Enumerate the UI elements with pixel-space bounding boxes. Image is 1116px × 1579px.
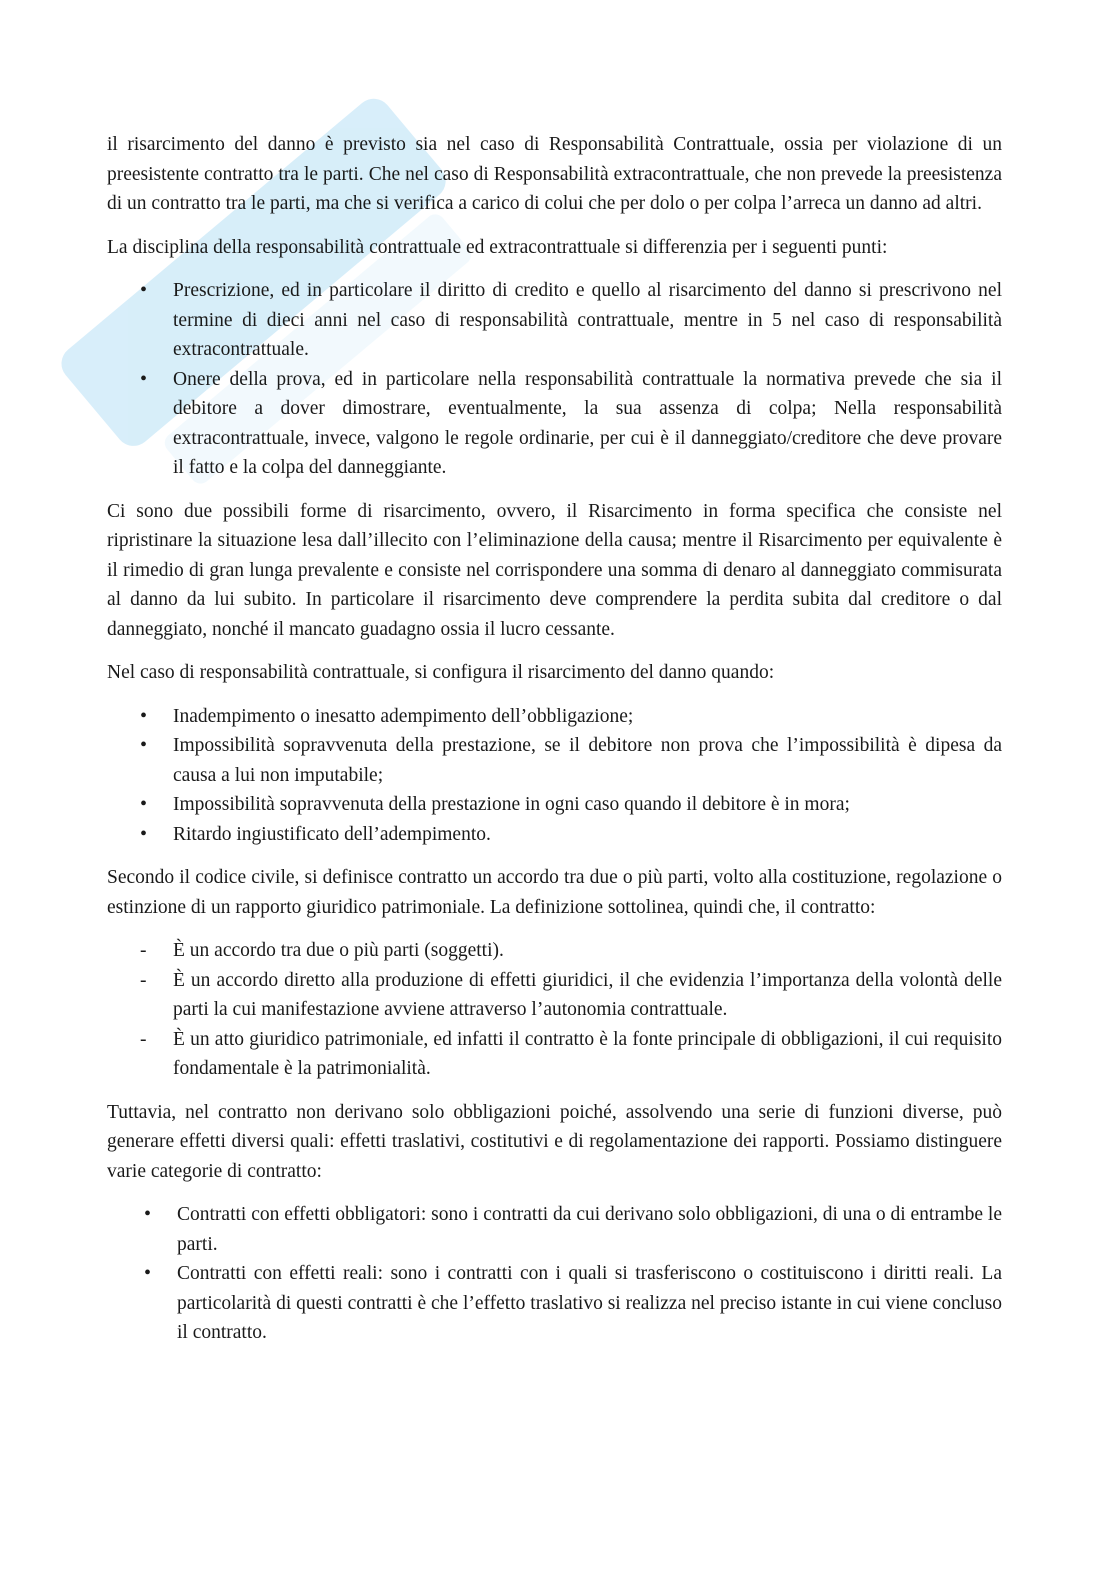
list-item: • Onere della prova, ed in particolare nella responsabilità contrattuale la normativa prevede che sia il debitore a dover dimostrare, eventualmente, la sua assenza di colpa; Nella responsabilità extracontrattuale, invece, valgono le regole ordinarie, per cui è il danneggiato/creditore che deve provare il fatto e la colpa del danneggiante. (107, 365, 1002, 483)
list-item: • Ritardo ingiustificato dell’adempimento. (107, 820, 1002, 850)
list-item: - È un accordo diretto alla produzione di effetti giuridici, il che evidenzia l’importanza della volontà delle parti la cui manifestazione avviene attraverso l’autonomia contrattuale. (107, 966, 1002, 1025)
list-item: • Impossibilità sopravvenuta della prestazione, se il debitore non prova che l’impossibilità è dipesa da causa a lui non imputabile; (107, 731, 1002, 790)
differences-list (107, 276, 1002, 483)
risarcimento-conditions-list (107, 702, 1002, 850)
list-item: • Contratti con effetti obbligatori: sono i contratti da cui derivano solo obbligazioni, di una o di entrambe le parti. (107, 1200, 1002, 1259)
paragraph-disciplina: La disciplina della responsabilità contrattuale ed extracontrattuale si differenzia per i seguenti punti: (107, 236, 888, 258)
list-item: • Inadempimento o inesatto adempimento dell’obbligazione; (107, 702, 1002, 732)
list-item: • Prescrizione, ed in particolare il diritto di credito e quello al risarcimento del danno si prescrivono nel termine di dieci anni nel caso di responsabilità contrattuale, mentre in 5 nel caso di responsabilità extracontrattuale. (107, 276, 1002, 365)
document-page (107, 130, 1002, 1362)
paragraph-codice-civile: Secondo il codice civile, si definisce contratto un accordo tra due o più parti, volto alla costituzione, regolazione o estinzione di un rapporto giuridico patrimoniale. La definizione sottolinea, quindi che, il contratto: (107, 867, 1002, 918)
list-item: • Contratti con effetti reali: sono i contratti con i quali si trasferiscono o costituiscono i diritti reali. La particolarità di questi contratti è che l’effetto traslativo si realizza nel preciso istante in cui viene concluso il contratto. (107, 1259, 1002, 1348)
list-item: - È un accordo tra due o più parti (soggetti). (107, 936, 1002, 966)
paragraph-forme-risarcimento: Ci sono due possibili forme di risarcimento, ovvero, il Risarcimento in forma specifica che consiste nel ripristinare la situazione lesa dall’illecito con l’eliminazione della causa; mentre il Risarcimento per equivalente è il rimedio di gran lunga prevalente e consiste nel corrispondere una somma di denaro al danneggiato commisurata al danno da lui subito. In particolare il risarcimento deve comprendere la perdita subita dal creditore o dal danneggiato, nonché il mancato guadagno ossia il lucro cessante. (107, 500, 1002, 640)
list-item: - È un atto giuridico patrimoniale, ed infatti il contratto è la fonte principale di obbligazioni, il cui requisito fondamentale è la patrimonialità. (107, 1025, 1002, 1084)
list-item: • Impossibilità sopravvenuta della prestazione in ogni caso quando il debitore è in mora; (107, 790, 1002, 820)
contratto-definition-list (107, 936, 1002, 1084)
paragraph-responsabilita-contrattuale: Nel caso di responsabilità contrattuale, si configura il risarcimento del danno quando: (107, 662, 775, 683)
paragraph-categorie-contratto: Tuttavia, nel contratto non derivano solo obbligazioni poiché, assolvendo una serie di funzioni diverse, può generare effetti diversi quali: effetti traslativi, costitutivi e di regolamentazione dei rapporti. Possiamo distinguere varie categorie di contratto: (107, 1101, 1002, 1182)
paragraph-risarcimento-intro: il risarcimento del danno è previsto sia nel caso di Responsabilità Contrattuale, ossia per violazione di un preesistente contratto tra le parti. Che nel caso di Responsabilità extracontrattuale, che non prevede la preesistenza di un contratto tra le parti, ma che si verifica a carico di colui che per dolo o per colpa l’arreca un danno ad altri. (107, 134, 1002, 214)
contract-categories-list (107, 1200, 1002, 1348)
